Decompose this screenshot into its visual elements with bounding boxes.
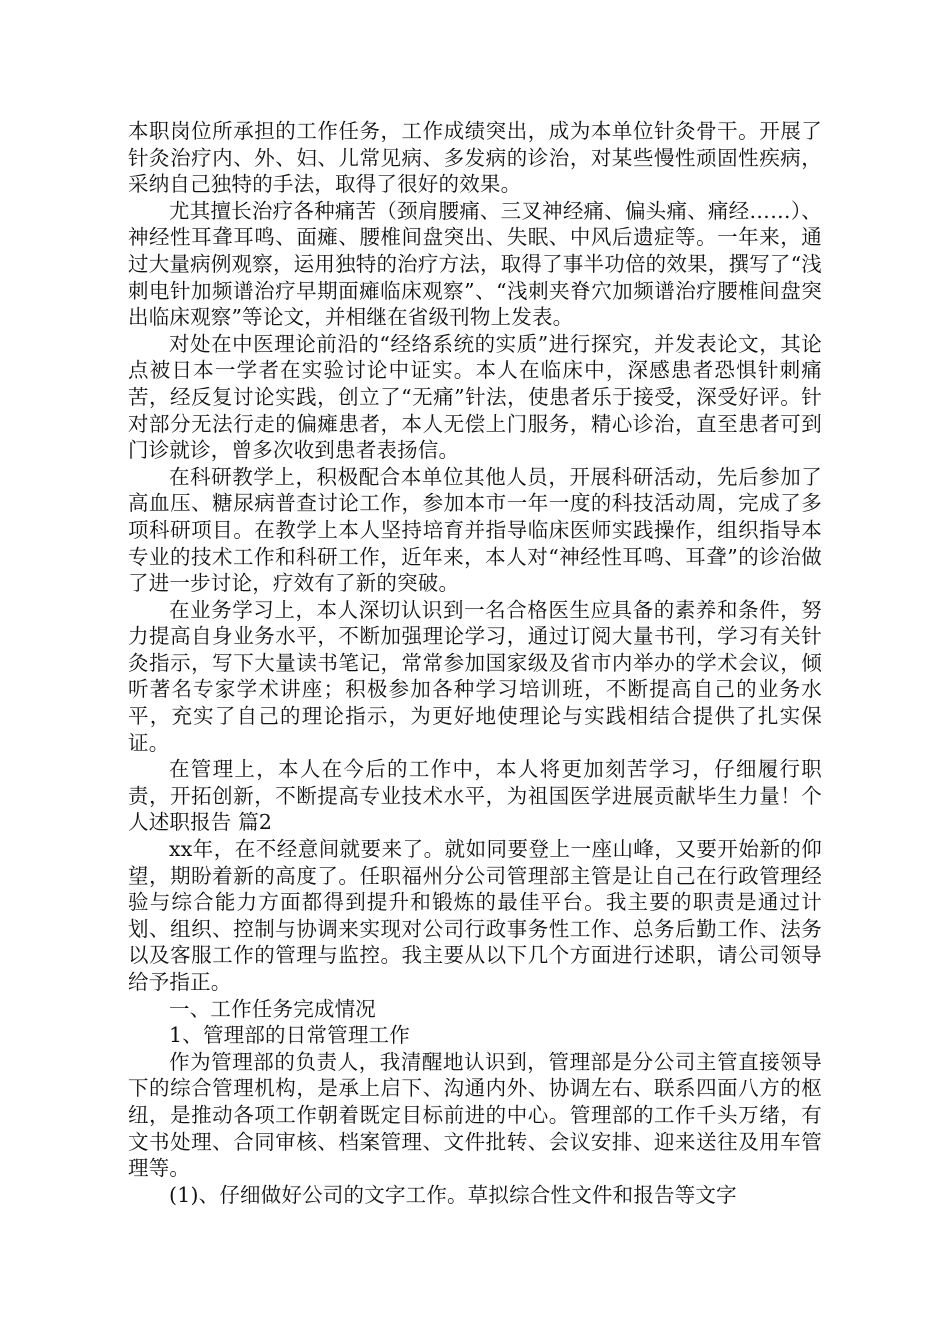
paragraph-5: 在业务学习上，本人深切认识到一名合格医生应具备的素养和条件，努力提高自身业务水平，不断加强理论学习，通过订阅大量书刊，学习有关针灸指示，写下大量读书笔记，常常参加国家级及省市内举办的学术会议，倾听著名专家学术讲座；积极参加各种学习培训班，不断提高自己的业务水平，充实了自己的理论指示，为更好地使理论与实践相结合提供了扎实保证。 <box>128 597 822 755</box>
paragraph-8: 作为管理部的负责人，我清醒地认识到，管理部是分公司主管直接领导下的综合管理机构，是承上启下、沟通内外、协调左右、联系四面八方的枢纽，是推动各项工作朝着既定目标前进的中心。管理部的工作千头万绪，有文书处理、合同审核、档案管理、文件批转、会议安排、迎来送往及用车管理等。 <box>128 1049 822 1181</box>
paragraph-1: 本职岗位所承担的工作任务，工作成绩突出，成为本单位针灸骨干。开展了针灸治疗内、外、妇、儿常见病、多发病的诊治，对某些慢性顽固性疾病，采纳自己独特的手法，取得了很好的效果。 <box>128 119 822 197</box>
section-heading-1: 一、工作任务完成情况 <box>169 996 376 1021</box>
subsection-heading-1: 1、管理部的日常管理工作 <box>169 1023 410 1048</box>
paragraph-7: xx年，在不经意间就要来了。就如同要登上一座山峰，又要开始新的仰望，期盼着新的高度了。任职福州分公司管理部主管是让自己在行政管理经验与综合能力方面都得到提升和锻炼的最佳平台。我主要的职责是通过计划、组织、控制与协调来实现对公司行政事务性工作、总务后勤工作、法务以及客服工作的管理与监控。我主要从以下几个方面进行述职，请公司领导给予指正。 <box>128 837 822 994</box>
paragraph-3: 对处在中医理论前沿的“经络系统的实质”进行探究，并发表论文，其论点被日本一学者在实验讨论中证实。本人在临床中，深感患者恐惧针刺痛苦，经反复讨论实践，创立了“无痛”针法，使患者乐于接受，深受好评。针对部分无法行走的偏瘫患者，本人无偿上门服务，精心诊治，直至患者可到门诊就诊，曾多次收到患者表扬信。 <box>128 331 822 463</box>
paragraph-6: 在管理上，本人在今后的工作中，本人将更加刻苦学习，仔细履行职责，开拓创新，不断提高专业技术水平，为祖国医学进展贡献毕生力量！个人述职报告 篇2 <box>128 757 822 835</box>
paragraph-9: (1)、仔细做好公司的文字工作。草拟综合性文件和报告等文字 <box>169 1182 737 1207</box>
paragraph-4: 在科研教学上，积极配合本单位其他人员，开展科研活动，先后参加了高血压、糖尿病普查讨论工作，参加本市一年一度的科技活动周，完成了多项科研项目。在教学上本人坚持培育并指导临床医师实践操作，组织指导本专业的技术工作和科研工作，近年来，本人对“神经性耳鸣、耳聋”的诊治做了进一步讨论，疗效有了新的突破。 <box>128 464 822 596</box>
paragraph-2: 尤其擅长治疗各种痛苦（颈肩腰痛、三叉神经痛、偏头痛、痛经……）、神经性耳聋耳鸣、面瘫、腰椎间盘突出、失眠、中风后遗症等。一年来，通过大量病例观察，运用独特的治疗方法，取得了事半功倍的效果，撰写了“浅刺电针加频谱治疗早期面瘫临床观察”、“浅刺夹脊穴加频谱治疗腰椎间盘突出临床观察”等论文，并相继在省级刊物上发表。 <box>128 198 822 330</box>
